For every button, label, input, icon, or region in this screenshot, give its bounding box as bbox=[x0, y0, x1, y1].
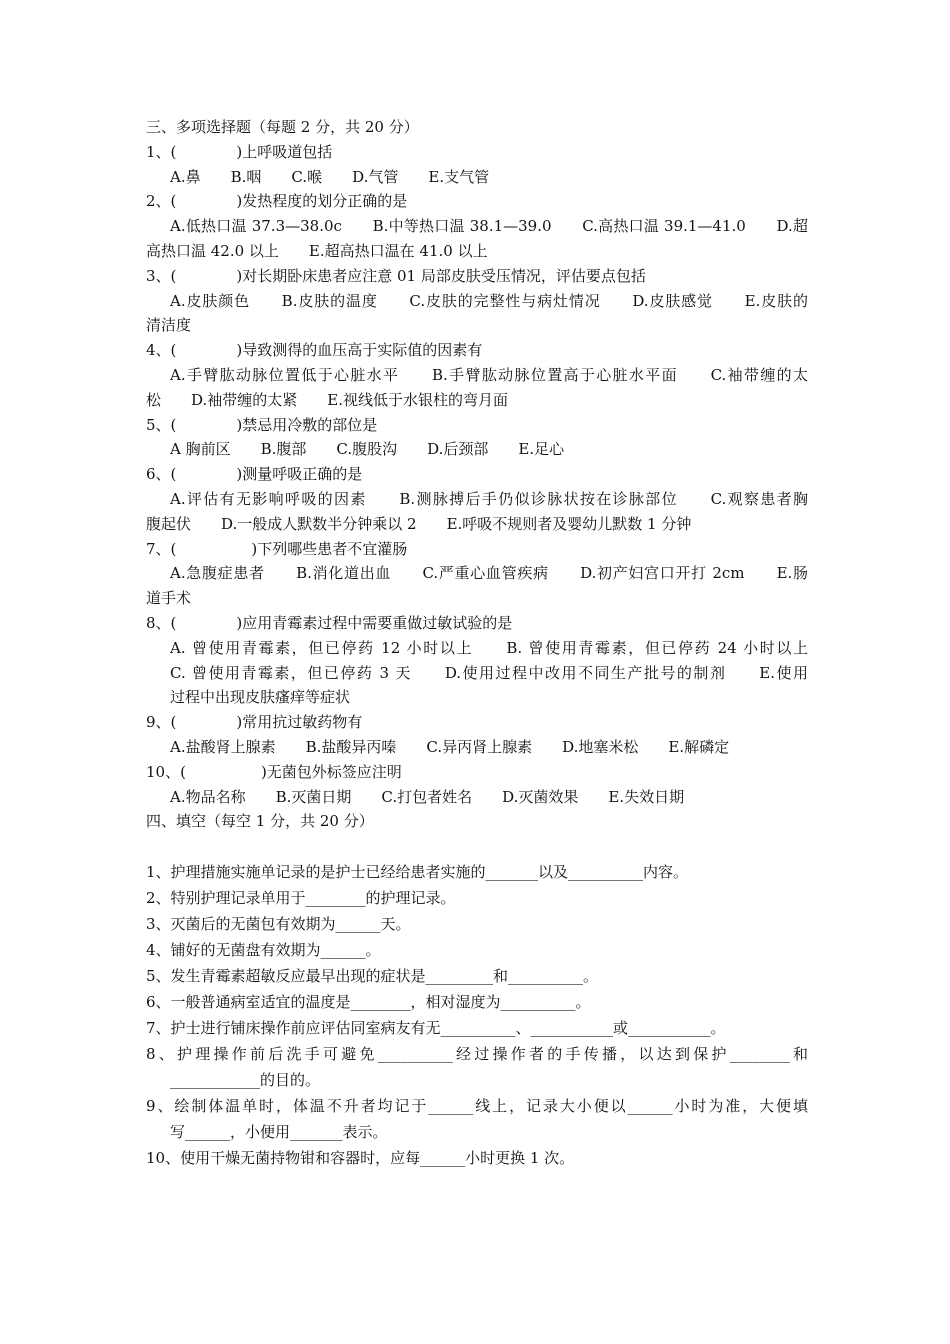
question-options: 清洁度 bbox=[146, 316, 192, 335]
fill-item: 10、使用干燥无菌持物钳和容器时，应每______小时更换 1 次。 bbox=[146, 1149, 575, 1168]
question-stem: 3、( )对长期卧床患者应注意 01 局部皮肤受压情况，评估要点包括 bbox=[146, 266, 646, 285]
question-options: A.鼻 B.咽 C.喉 D.气管 E.支气管 bbox=[170, 167, 490, 186]
fill-item: 4、铺好的无菌盘有效期为______。 bbox=[146, 941, 381, 960]
question-options: A.低热口温 37.3—38.0c B.中等热口温 38.1—39.0 C.高热口温 39.1—41.0 D.超 bbox=[170, 217, 808, 236]
section-title-fill-in: 四、填空（每空 1 分，共 20 分） bbox=[146, 812, 374, 831]
question-options: A.手臂肱动脉位置低于心脏水平 B.手臂肱动脉位置高于心脏水平面 C.袖带缠的太 bbox=[170, 365, 808, 384]
question-options: 腹起伏 D.一般成人默数半分钟乘以 2 E.呼吸不规则者及婴幼儿默数 1 分钟 bbox=[146, 514, 692, 533]
question-options: A.皮肤颜色 B.皮肤的温度 C.皮肤的完整性与病灶情况 D.皮肤感觉 E.皮肤的 bbox=[170, 291, 808, 310]
fill-item: 7、护士进行铺床操作前应评估同室病友有无__________、___________或___________。 bbox=[146, 1019, 726, 1038]
fill-item: 8、护理操作前后洗手可避免__________经过操作者的手传播，以达到保护________和 bbox=[146, 1045, 808, 1064]
question-stem: 5、( )禁忌用冷敷的部位是 bbox=[146, 415, 378, 434]
question-stem: 9、( )常用抗过敏药物有 bbox=[146, 713, 363, 732]
fill-item: 2、特别护理记录单用于________的护理记录。 bbox=[146, 889, 456, 908]
section-title-multiple-choice: 三、多项选择题（每题 2 分，共 20 分） bbox=[146, 118, 419, 136]
question-options: C. 曾使用青霉素，但已停药 3 天 D.使用过程中改用不同生产批号的制剂 E.使用 bbox=[170, 663, 808, 682]
fill-item-continuation: 写______，小便用_______表示。 bbox=[170, 1123, 388, 1142]
question-stem: 10、( )无菌包外标签应注明 bbox=[146, 762, 402, 781]
fill-item: 6、一般普通病室适宜的温度是________，相对湿度为__________。 bbox=[146, 993, 591, 1012]
question-stem: 7、( )下列哪些患者不宜灌肠 bbox=[146, 539, 408, 558]
question-options: A 胸前区 B.腹部 C.腹股沟 D.后颈部 E.足心 bbox=[170, 440, 565, 459]
fill-item: 5、发生青霉素超敏反应最早出现的症状是_________和__________。 bbox=[146, 967, 599, 986]
question-options: 过程中出现皮肤瘙痒等症状 bbox=[170, 688, 351, 707]
fill-item: 1、护理措施实施单记录的是护士已经给患者实施的_______以及__________内容。 bbox=[146, 863, 689, 882]
spacer bbox=[146, 834, 808, 860]
question-options: A. 曾使用青霉素，但已停药 12 小时以上 B. 曾使用青霉素，但已停药 24 小时以上 bbox=[170, 638, 808, 657]
question-options: A.评估有无影响呼吸的因素 B.测脉搏后手仍似诊脉状按在诊脉部位 C.观察患者胸 bbox=[170, 489, 808, 508]
question-stem: 4、( )导致测得的血压高于实际值的因素有 bbox=[146, 341, 483, 360]
exam-content bbox=[146, 115, 808, 1172]
fill-item: 3、灭菌后的无菌包有效期为______天。 bbox=[146, 915, 411, 934]
question-options: A.物品名称 B.灭菌日期 C.打包者姓名 D.灭菌效果 E.失效日期 bbox=[170, 787, 685, 806]
fill-item-continuation: ____________的目的。 bbox=[170, 1071, 321, 1090]
question-stem: 8、( )应用青霉素过程中需要重做过敏试验的是 bbox=[146, 613, 513, 632]
question-options: A.盐酸肾上腺素 B.盐酸异丙嗪 C.异丙肾上腺素 D.地塞米松 E.解磷定 bbox=[170, 737, 730, 756]
question-options: 高热口温 42.0 以上 E.超高热口温在 41.0 以上 bbox=[146, 241, 488, 260]
question-options: A.急腹症患者 B.消化道出血 C.严重心血管疾病 D.初产妇宫口开打 2cm E.肠 bbox=[170, 564, 808, 583]
fill-item: 9、绘制体温单时，体温不升者均记于______线上，记录大小便以______小时为准，大便填 bbox=[146, 1097, 808, 1116]
question-stem: 6、( )测量呼吸正确的是 bbox=[146, 465, 363, 484]
question-stem: 1、( )上呼吸道包括 bbox=[146, 142, 333, 161]
question-options: 松 D.袖带缠的太紧 E.视线低于水银柱的弯月面 bbox=[146, 390, 508, 409]
question-stem: 2、( )发热程度的划分正确的是 bbox=[146, 192, 408, 211]
question-options: 道手术 bbox=[146, 589, 192, 608]
